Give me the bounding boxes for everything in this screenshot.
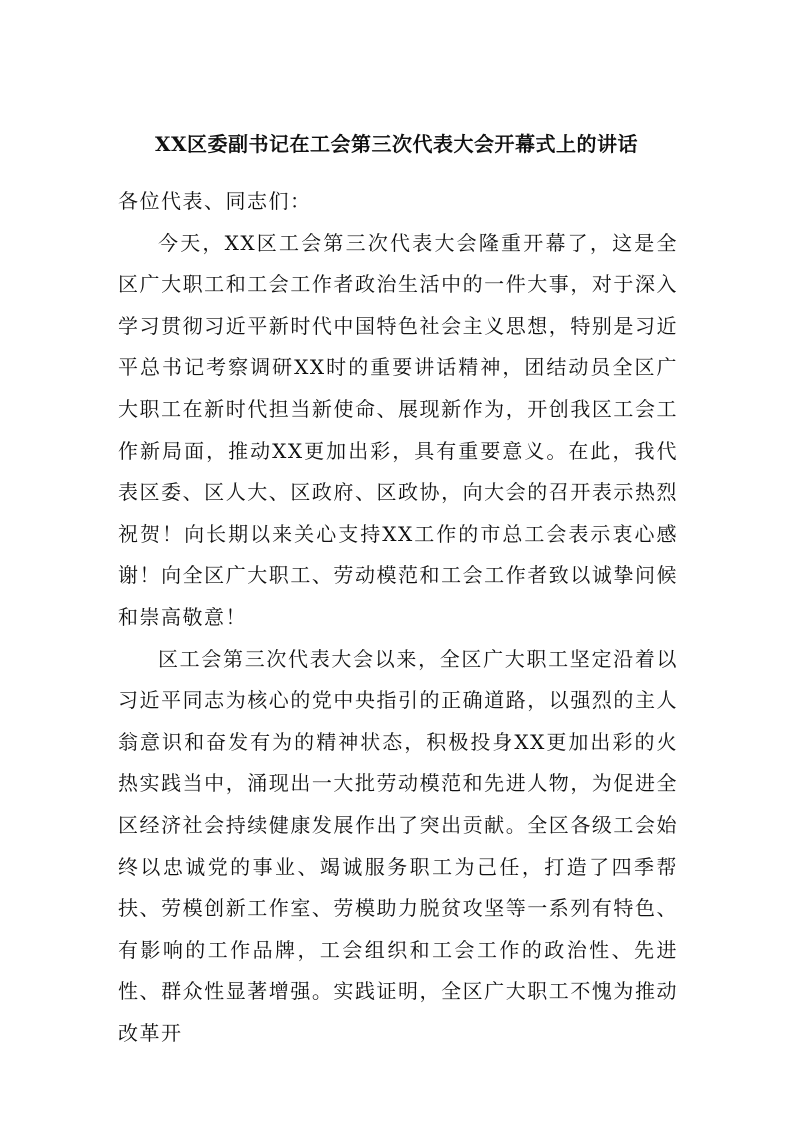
paragraph-1: 今天，XX区工会第三次代表大会隆重开幕了，这是全区广大职工和工会工作者政治生活中的一件大事，对于深入学习贯彻习近平新时代中国特色社会主义思想，特别是习近平总书记考察调研XX时的重要讲话精神，团结动员全区广大职工在新时代担当新使命、展现新作为，开创我区工会工作新局面，推动XX更加出彩，具有重要意义。在此，我代表区委、区人大、区政府、区政协，向大会的召开表示热烈祝贺！向长期以来关心支持XX工作的市总工会表示衷心感谢！向全区广大职工、劳动模范和工会工作者致以诚挚问候和崇高敬意！ [118,230,678,629]
paragraph-2: 区工会第三次代表大会以来，全区广大职工坚定沿着以习近平同志为核心的党中央指引的正确道路，以强烈的主人翁意识和奋发有为的精神状态，积极投身XX更加出彩的火热实践当中，涌现出一大批劳动模范和先进人物，为促进全区经济社会持续健康发展作出了突出贡献。全区各级工会始终以忠诚党的事业、竭诚服务职工为己任，打造了四季帮扶、劳模创新工作室、劳模助力脱贫攻坚等一系列有特色、有影响的工作品牌，工会组织和工会工作的政治性、先进性、群众性显著增强。实践证明，全区广大职工不愧为推动改革开 [118,646,678,1045]
document-title: XX区委副书记在工会第三次代表大会开幕式上的讲话 [154,132,639,156]
salutation: 各位代表、同志们： [118,189,312,213]
document-body [118,181,678,1054]
